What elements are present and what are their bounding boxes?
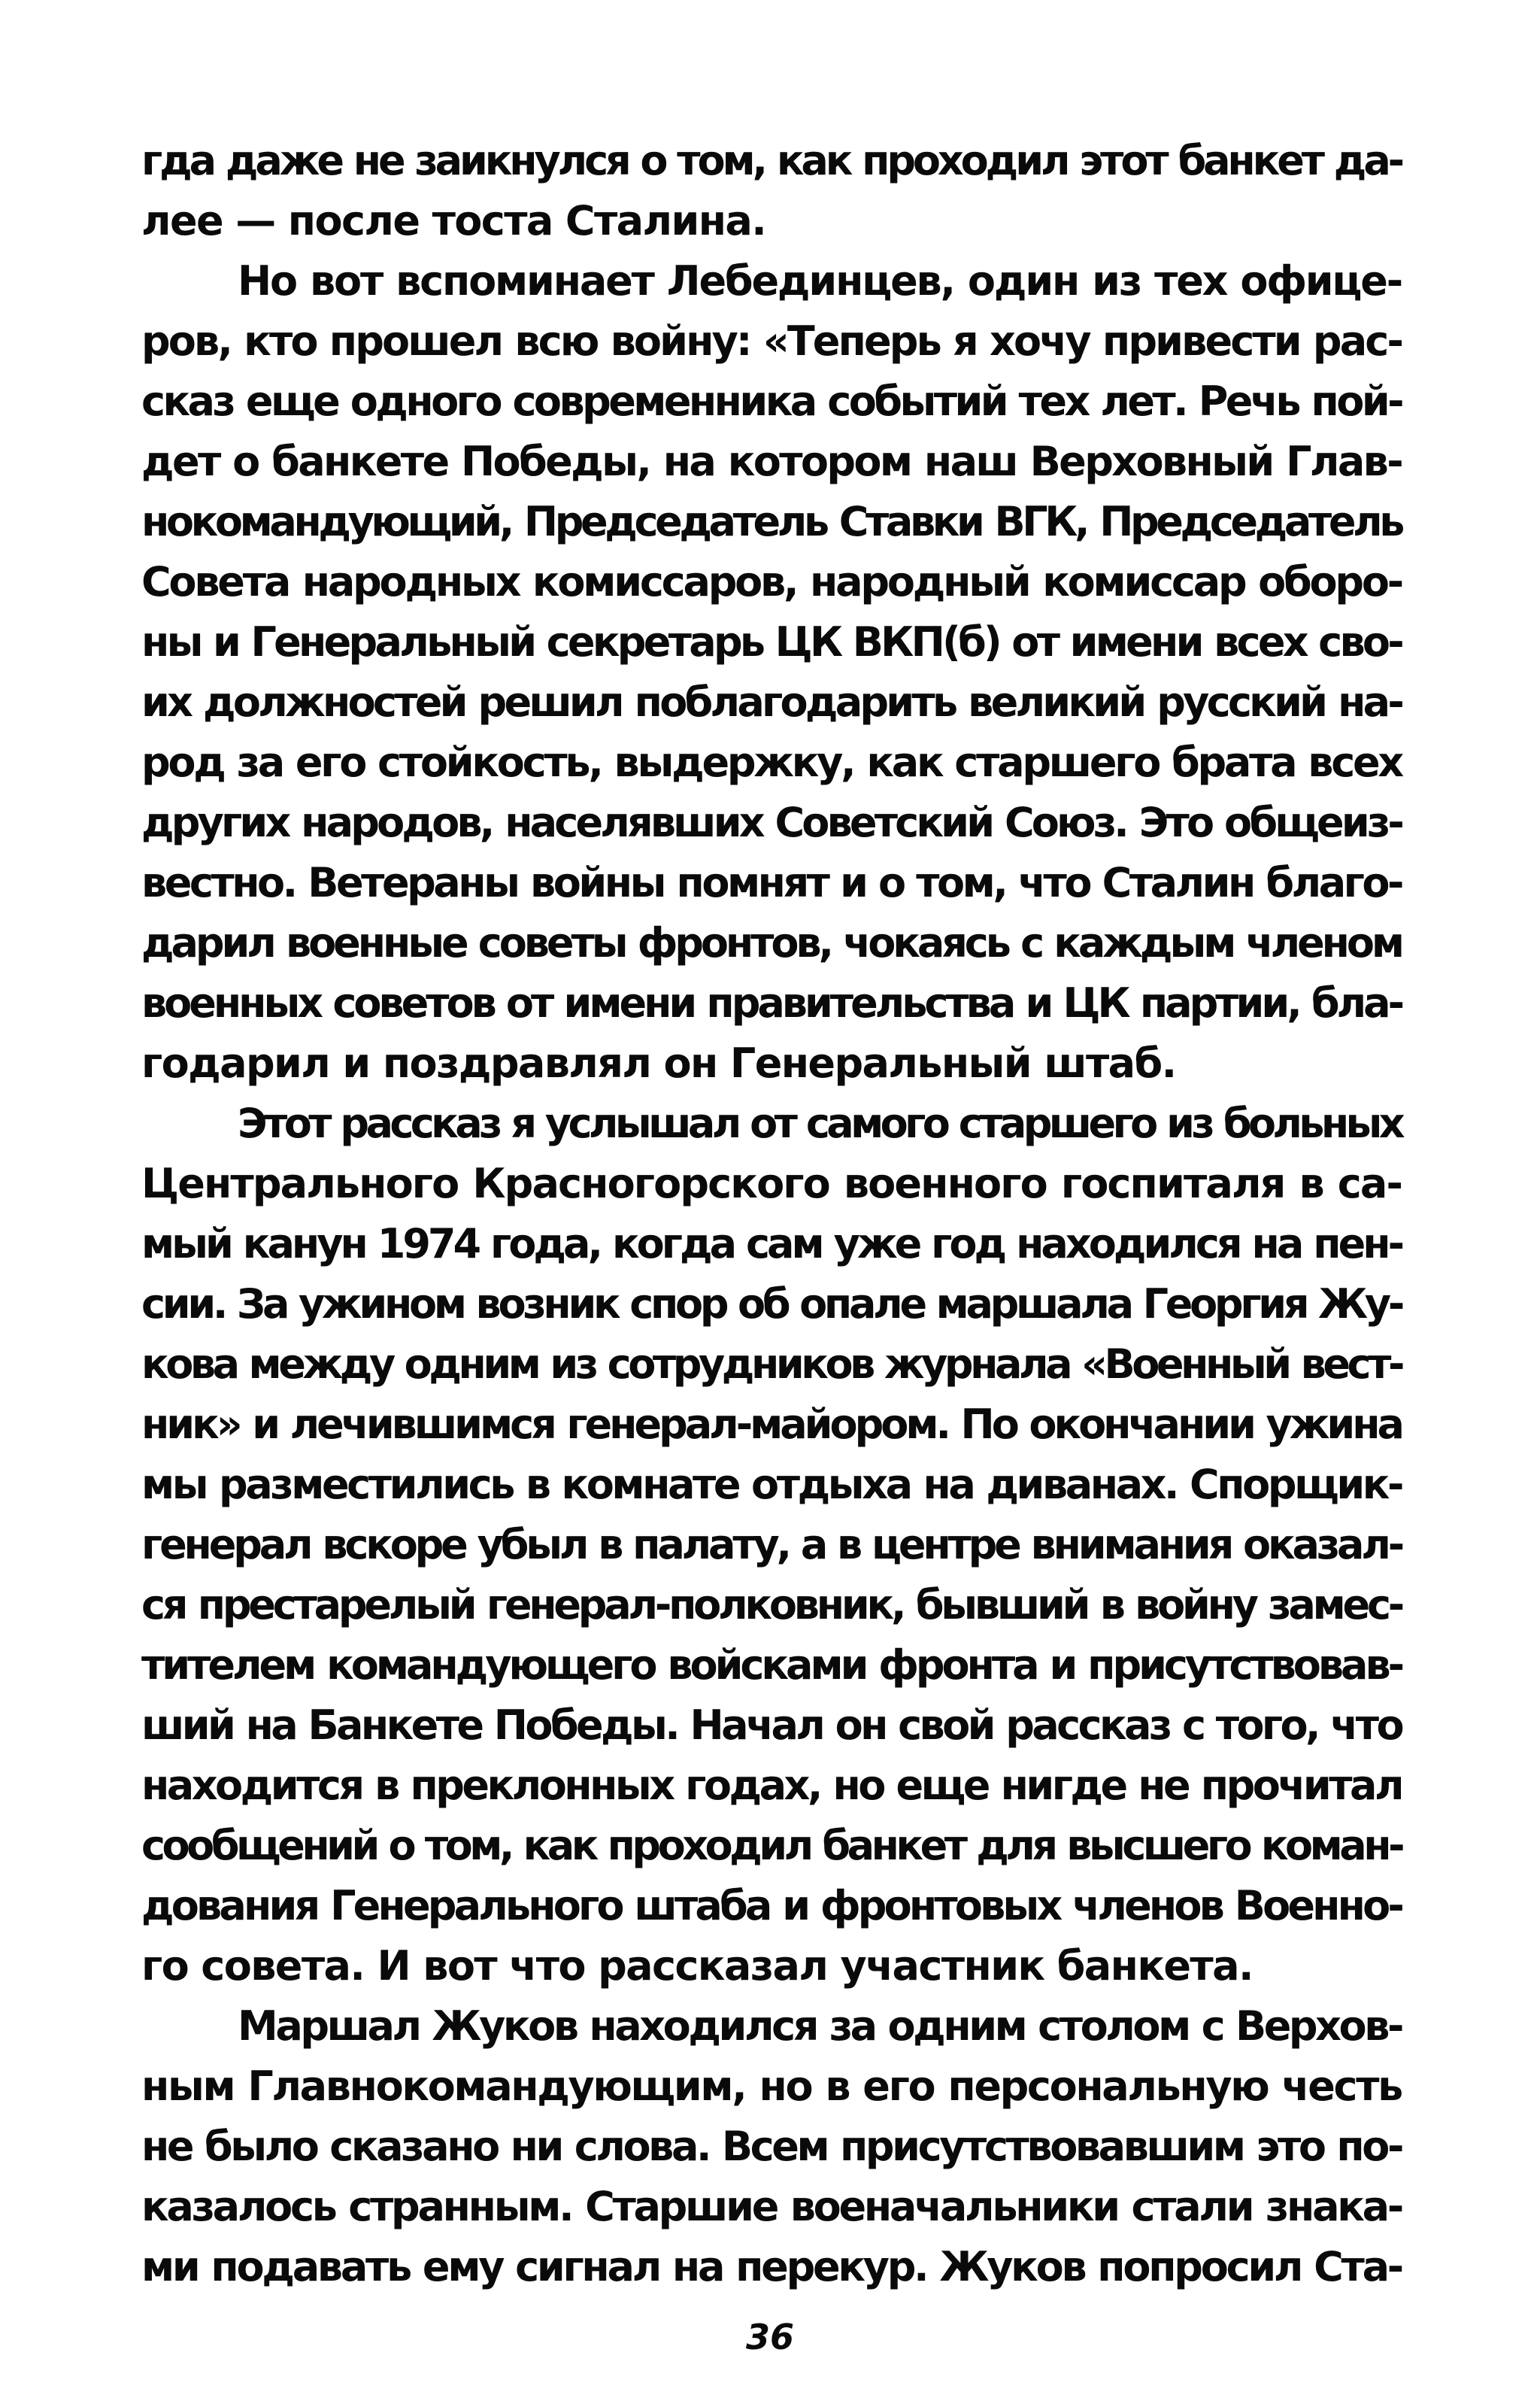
text-line: ным Главнокомандующим, но в его персональную честь <box>141 2063 1402 2110</box>
text-line: казалось странным. Старшие военачальники стали знака- <box>141 2183 1402 2230</box>
text-line: Но вот вспоминает Лебединцев, один из тех офице- <box>238 257 1402 305</box>
text-line: тителем командующего войсками фронта и присутствовав- <box>141 1641 1402 1689</box>
text-line: мый канун 1974 года, когда сам уже год находился на пен- <box>141 1220 1402 1267</box>
text-line: ны и Генеральный секретарь ЦК ВКП(б) от имени всех сво- <box>141 618 1402 666</box>
text-line: ник» и лечившимся генерал-майором. По окончании ужина <box>141 1401 1402 1448</box>
text-line: дет о банкете Победы, на котором наш Верховный Глав- <box>141 438 1402 485</box>
text-line: дарил военные советы фронтов, чокаясь с каждым членом <box>141 919 1402 967</box>
text-line: Центрального Красногорского военного госпиталя в са- <box>141 1160 1402 1207</box>
text-line: нокомандующий, Председатель Ставки ВГК, Председатель <box>141 498 1402 545</box>
text-line: военных советов от имени правительства и ЦК партии, бла- <box>141 979 1402 1027</box>
text-line: ми подавать ему сигнал на перекур. Жуков попросил Ста- <box>141 2243 1402 2290</box>
text-line: не было сказано ни слова. Всем присутствовавшим это по- <box>141 2123 1402 2170</box>
text-line: мы разместились в комнате отдыха на диванах. Спорщик- <box>141 1461 1402 1508</box>
text-line: генерал вскоре убыл в палату, а в центре внимания оказал- <box>141 1521 1402 1568</box>
text-line: находится в преклонных годах, но еще нигде не прочитал <box>141 1762 1402 1809</box>
text-line: Совета народных комиссаров, народный комиссар оборо- <box>141 558 1402 606</box>
text-line: сообщений о том, как проходил банкет для высшего коман- <box>141 1822 1402 1869</box>
text-line: ший на Банкете Победы. Начал он свой рассказ с того, что <box>141 1701 1402 1749</box>
text-line: сказ еще одного современника событий тех лет. Речь пой- <box>141 378 1402 425</box>
text-line: Этот рассказ я услышал от самого старшего из больных <box>238 1100 1402 1147</box>
text-line: род за его стойкость, выдержку, как старшего брата всех <box>141 739 1402 786</box>
text-line: дования Генерального штаба и фронтовых членов Военно- <box>141 1882 1402 1929</box>
text-line: кова между одним из сотрудников журнала «Военный вест- <box>141 1340 1402 1388</box>
text-line: лее — после тоста Сталина. <box>141 197 766 244</box>
text-line: Маршал Жуков находился за одним столом с Верхов- <box>238 2002 1402 2050</box>
text-line: го совета. И вот что рассказал участник банкета. <box>141 1942 1253 1990</box>
text-line: вестно. Ветераны войны помнят и о том, что Сталин благо- <box>141 859 1402 906</box>
text-line: их должностей решил поблагодарить великий русский на- <box>141 678 1402 726</box>
text-line: годарил и поздравлял он Генеральный штаб. <box>141 1040 1176 1087</box>
body-text <box>141 131 1402 2297</box>
page-number: 36 <box>745 2317 794 2357</box>
text-line: ров, кто прошел всю войну: «Теперь я хочу привести рас- <box>141 317 1402 365</box>
text-line: сии. За ужином возник спор об опале маршала Георгия Жу- <box>141 1280 1402 1328</box>
text-line: гда даже не заикнулся о том, как проходил этот банкет да- <box>141 137 1402 184</box>
text-line: других народов, населявших Советский Союз. Это общеиз- <box>141 799 1402 846</box>
text-line: ся престарелый генерал-полковник, бывший в войну замес- <box>141 1581 1402 1628</box>
